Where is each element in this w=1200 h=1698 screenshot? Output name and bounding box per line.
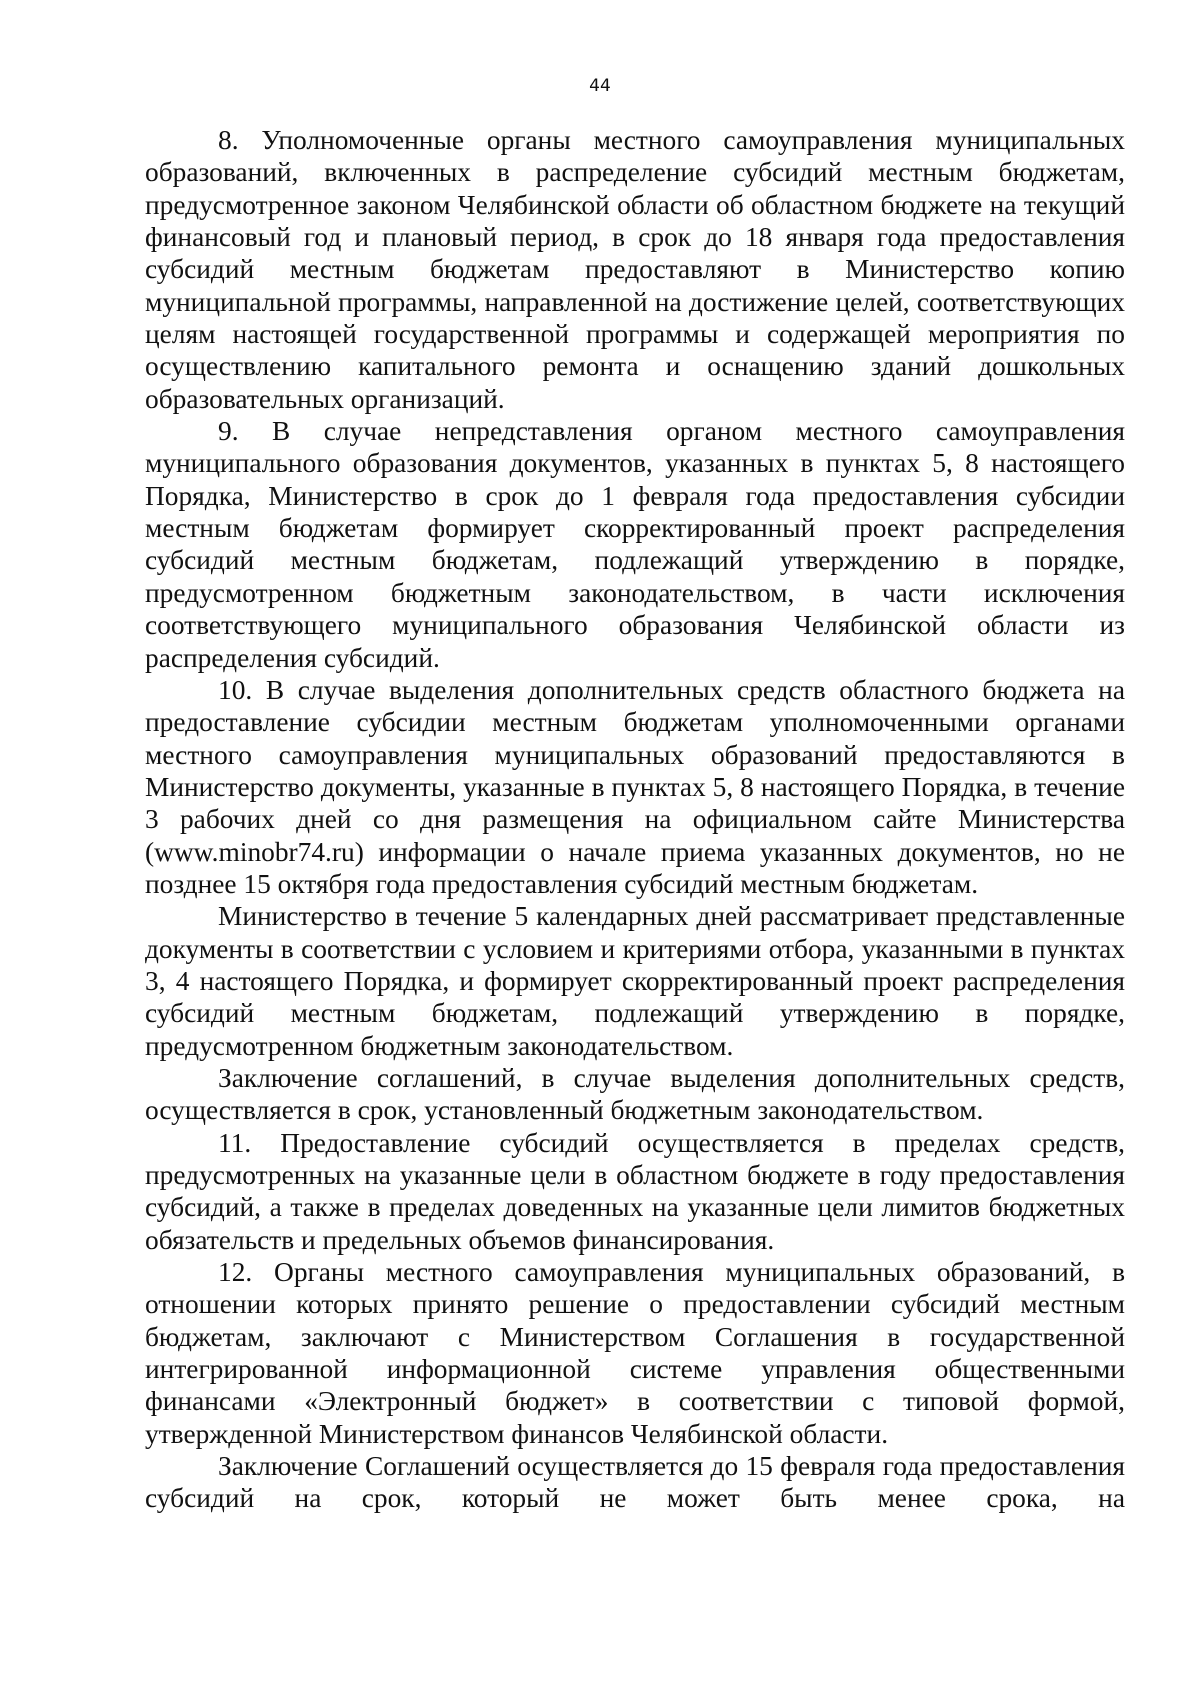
paragraph-12-agreement-term: Заключение Соглашений осуществляется до 15 февраля года предоставления субсидий на срок, который не может быть менее срока, на <box>145 1451 1125 1514</box>
paragraph-10-agreements: Заключение соглашений, в случае выделения дополнительных средств, осуществляется в срок, установленный бюджетным законодательством. <box>145 1062 1125 1126</box>
page-number: 44 <box>589 76 611 96</box>
paragraph-8: 8. Уполномоченные органы местного самоуправления муниципальных образований, включенных в распределение субсидий местным бюджетам, предусмотренное законом Челябинской области об областном бюджете на текущий финансовый год и плановый период, в срок до 18 января года предоставления субсидий местным бюджетам предоставляют в Министерство копию муниципальной программы, направленной на достижение целей, соответствующих целям настоящей государственной программы и содержащей мероприятия по осуществлению капитального ремонта и оснащению зданий дошкольных образовательных организаций. <box>145 125 1125 414</box>
paragraph-11: 11. Предоставление субсидий осуществляется в пределах средств, предусмотренных на указанные цели в областном бюджете в году предоставления субсидий, а также в пределах доведенных на указанные цели лимитов бюджетных обязательств и предельных объемов финансирования. <box>145 1127 1125 1255</box>
paragraph-10: 10. В случае выделения дополнительных средств областного бюджета на предоставление субсидии местным бюджетам уполномоченными органами местного самоуправления муниципальных образований предоставляются в Министерство документы, указанные в пунктах 5, 8 настоящего Порядка, в течение 3 рабочих дней со дня размещения на официальном сайте Министерства (www.minobr74.ru) информации о начале приема указанных документов, но не позднее 15 октября года предоставления субсидий местным бюджетам. <box>145 674 1125 899</box>
paragraph-12: 12. Органы местного самоуправления муниципальных образований, в отношении которых принято решение о предоставлении субсидий местным бюджетам, заключают с Министерством Соглашения в государственной интегрированной информационной системе управления общественными финансами «Электронный бюджет» в соответствии с типовой формой, утвержденной Министерством финансов Челябинской области. <box>145 1257 1125 1449</box>
paragraph-10-ministry-review: Министерство в течение 5 календарных дней рассматривает представленные документы в соответствии с условием и критериями отбора, указанными в пунктах 3, 4 настоящего Порядка, и формирует скорректированный проект распределения субсидий местным бюджетам, подлежащий утверждению в порядке, предусмотренном бюджетным законодательством. <box>145 901 1125 1061</box>
document-body <box>145 124 1125 1515</box>
paragraph-9: 9. В случае непредставления органом местного самоуправления муниципального образования документов, указанных в пунктах 5, 8 настоящего Порядка, Министерство в срок до 1 февраля года предоставления субсидии местным бюджетам формирует скорректированный проект распределения субсидий местным бюджетам, подлежащий утверждению в порядке, предусмотренном бюджетным законодательством, в части исключения соответствующего муниципального образования Челябинской области из распределения субсидий. <box>145 416 1125 673</box>
